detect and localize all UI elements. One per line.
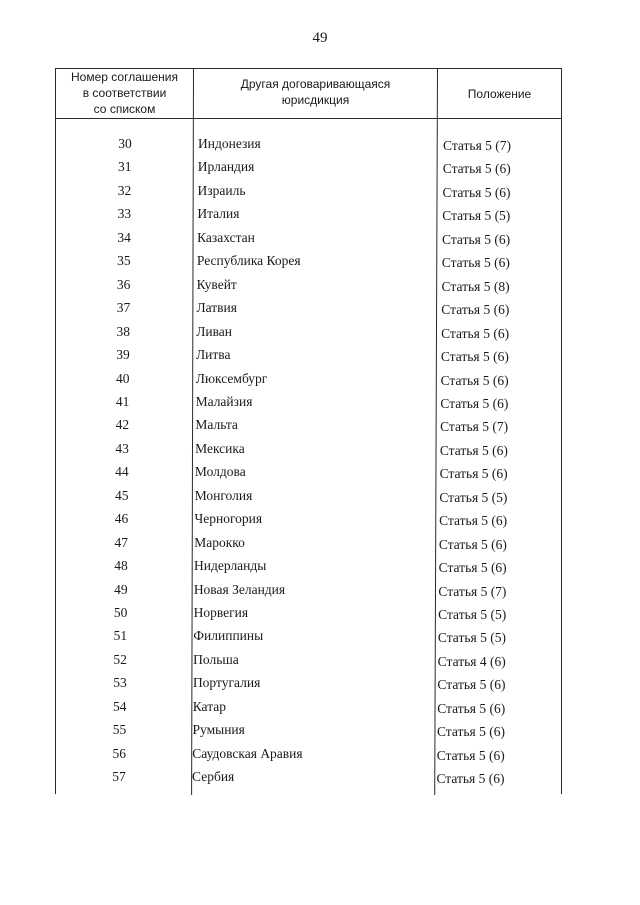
agreement-number-cell: 55	[112, 722, 127, 738]
position-cell: Статья 5 (6)	[440, 349, 509, 365]
agreement-number-cell: 54	[112, 698, 127, 714]
position-cell: Статья 4 (6)	[437, 653, 506, 669]
jurisdiction-cell: Республика Корея	[196, 253, 301, 269]
position-cell: Статья 5 (6)	[436, 724, 505, 740]
table-row	[0, 371, 640, 394]
position-cell: Статья 5 (5)	[437, 630, 506, 646]
position-cell: Статья 5 (6)	[440, 395, 509, 411]
position-cell: Статья 5 (7)	[438, 583, 507, 599]
jurisdiction-cell: Филиппины	[193, 628, 264, 644]
agreement-number-cell: 42	[115, 417, 130, 433]
header-jurisdiction-line-1: Другая договаривающаяся	[240, 77, 391, 91]
jurisdiction-cell: Румыния	[192, 722, 245, 738]
jurisdiction-cell: Молдова	[194, 464, 246, 480]
position-cell: Статья 5 (6)	[437, 700, 506, 716]
position-cell: Статья 5 (6)	[442, 184, 511, 200]
jurisdiction-cell: Норвегия	[193, 605, 249, 620]
jurisdiction-cell: Новая Зеландия	[193, 581, 286, 597]
table-row	[0, 582, 640, 605]
jurisdiction-cell: Польша	[193, 651, 239, 667]
agreement-number-cell: 37	[116, 300, 131, 316]
agreement-number-cell: 45	[114, 487, 129, 503]
position-cell: Статья 5 (5)	[442, 208, 511, 224]
jurisdiction-cell: Ирландия	[197, 159, 255, 175]
agreement-number-cell: 52	[113, 651, 127, 667]
position-cell: Статья 5 (5)	[439, 489, 508, 505]
agreement-number-cell: 47	[114, 534, 128, 550]
agreement-number-cell: 31	[118, 159, 132, 175]
jurisdiction-cell: Катар	[192, 698, 226, 714]
jurisdiction-cell: Индонезия	[198, 136, 261, 151]
position-cell: Статья 5 (6)	[440, 372, 509, 388]
position-cell: Статья 5 (6)	[439, 513, 508, 529]
table-row	[0, 746, 640, 769]
table-row	[0, 699, 640, 722]
position-cell: Статья 5 (6)	[441, 302, 510, 318]
table-row	[0, 722, 640, 745]
table-row	[0, 136, 640, 159]
agreement-number-cell: 53	[113, 675, 127, 691]
agreement-number-cell: 41	[115, 393, 130, 409]
agreement-number-cell: 49	[114, 581, 128, 597]
table-row	[0, 417, 640, 440]
table-row	[0, 347, 640, 370]
agreement-number-cell: 39	[116, 347, 130, 363]
position-cell: Статья 5 (6)	[441, 255, 510, 271]
agreement-number-cell: 51	[113, 628, 128, 644]
table-row	[0, 300, 640, 323]
table-row	[0, 652, 640, 675]
jurisdiction-cell: Италия	[197, 206, 240, 222]
table-row	[0, 558, 640, 581]
jurisdiction-cell: Израиль	[197, 182, 246, 198]
jurisdiction-cell: Литва	[196, 347, 231, 363]
header-agreement-number-line-2: в соответствии	[82, 86, 167, 100]
position-cell: Статья 5 (6)	[437, 677, 506, 693]
table-row	[0, 206, 640, 229]
position-cell: Статья 5 (7)	[443, 138, 512, 153]
position-cell: Статья 5 (6)	[441, 325, 510, 341]
jurisdiction-cell: Латвия	[196, 300, 237, 316]
agreement-number-cell: 56	[112, 745, 127, 761]
table-row	[0, 511, 640, 534]
header-jurisdiction	[194, 76, 437, 108]
header-agreement-number-line-3: со списком	[93, 102, 156, 116]
position-cell: Статья 5 (7)	[440, 419, 509, 435]
agreement-number-cell: 48	[114, 558, 128, 574]
agreement-number-cell: 32	[117, 182, 132, 198]
position-cell: Статья 5 (6)	[438, 560, 507, 576]
page-number: 49	[312, 30, 328, 46]
agreement-number-cell: 57	[112, 769, 126, 785]
jurisdiction-cell: Ливан	[196, 323, 233, 339]
agreement-number-cell: 35	[117, 253, 131, 269]
jurisdiction-cell: Мексика	[195, 440, 245, 456]
table-row	[0, 605, 640, 628]
table-row	[0, 675, 640, 698]
jurisdiction-cell: Черногория	[194, 511, 263, 527]
table-row	[0, 628, 640, 651]
table-row	[0, 277, 640, 300]
jurisdiction-cell: Казахстан	[197, 229, 255, 245]
position-cell: Статья 5 (6)	[436, 771, 505, 787]
agreement-number-cell: 36	[116, 276, 131, 292]
agreement-number-cell: 46	[114, 511, 129, 527]
position-cell: Статья 5 (6)	[436, 747, 505, 763]
agreement-number-cell: 40	[116, 370, 130, 386]
table-row	[0, 394, 640, 417]
jurisdiction-cell: Марокко	[194, 534, 245, 550]
jurisdiction-cell: Сербия	[192, 769, 235, 785]
agreement-number-cell: 44	[115, 464, 129, 480]
jurisdiction-cell: Нидерланды	[194, 558, 267, 574]
agreement-number-cell: 34	[117, 229, 131, 245]
position-cell: Статья 5 (6)	[442, 231, 511, 247]
jurisdiction-cell: Люксембург	[195, 370, 268, 386]
table-row	[0, 464, 640, 487]
header-agreement-number-line-1: Номер соглашения	[71, 70, 178, 84]
jurisdiction-cell: Кувейт	[196, 276, 237, 292]
position-cell: Статья 5 (6)	[442, 161, 511, 177]
table-row	[0, 253, 640, 276]
jurisdiction-cell: Монголия	[194, 487, 253, 503]
jurisdiction-cell: Саудовская Аравия	[192, 745, 303, 761]
table-row	[0, 183, 640, 206]
header-agreement-number	[56, 69, 193, 117]
position-cell: Статья 5 (5)	[438, 607, 507, 622]
position-cell: Статья 5 (8)	[441, 278, 510, 294]
agreement-number-cell: 38	[116, 323, 130, 339]
table-row	[0, 230, 640, 253]
position-cell: Статья 5 (6)	[439, 442, 508, 458]
position-cell: Статья 5 (6)	[438, 536, 507, 552]
table-row	[0, 441, 640, 464]
jurisdiction-cell: Мальта	[195, 417, 238, 433]
position-cell: Статья 5 (6)	[439, 466, 508, 482]
agreement-number-cell: 30	[118, 136, 132, 151]
table-row	[0, 324, 640, 347]
table-row	[0, 159, 640, 182]
header-jurisdiction-line-2: юрисдикция	[281, 93, 350, 107]
agreement-number-cell: 43	[115, 440, 129, 456]
agreement-number-cell: 33	[117, 206, 132, 222]
agreement-number-cell: 50	[113, 605, 128, 620]
table-row	[0, 488, 640, 511]
table-row	[0, 769, 640, 792]
jurisdiction-cell: Малайзия	[195, 393, 253, 409]
jurisdiction-cell: Португалия	[192, 675, 261, 691]
header-position: Положение	[467, 87, 532, 101]
table-header-divider	[55, 118, 562, 119]
table-row	[0, 535, 640, 558]
